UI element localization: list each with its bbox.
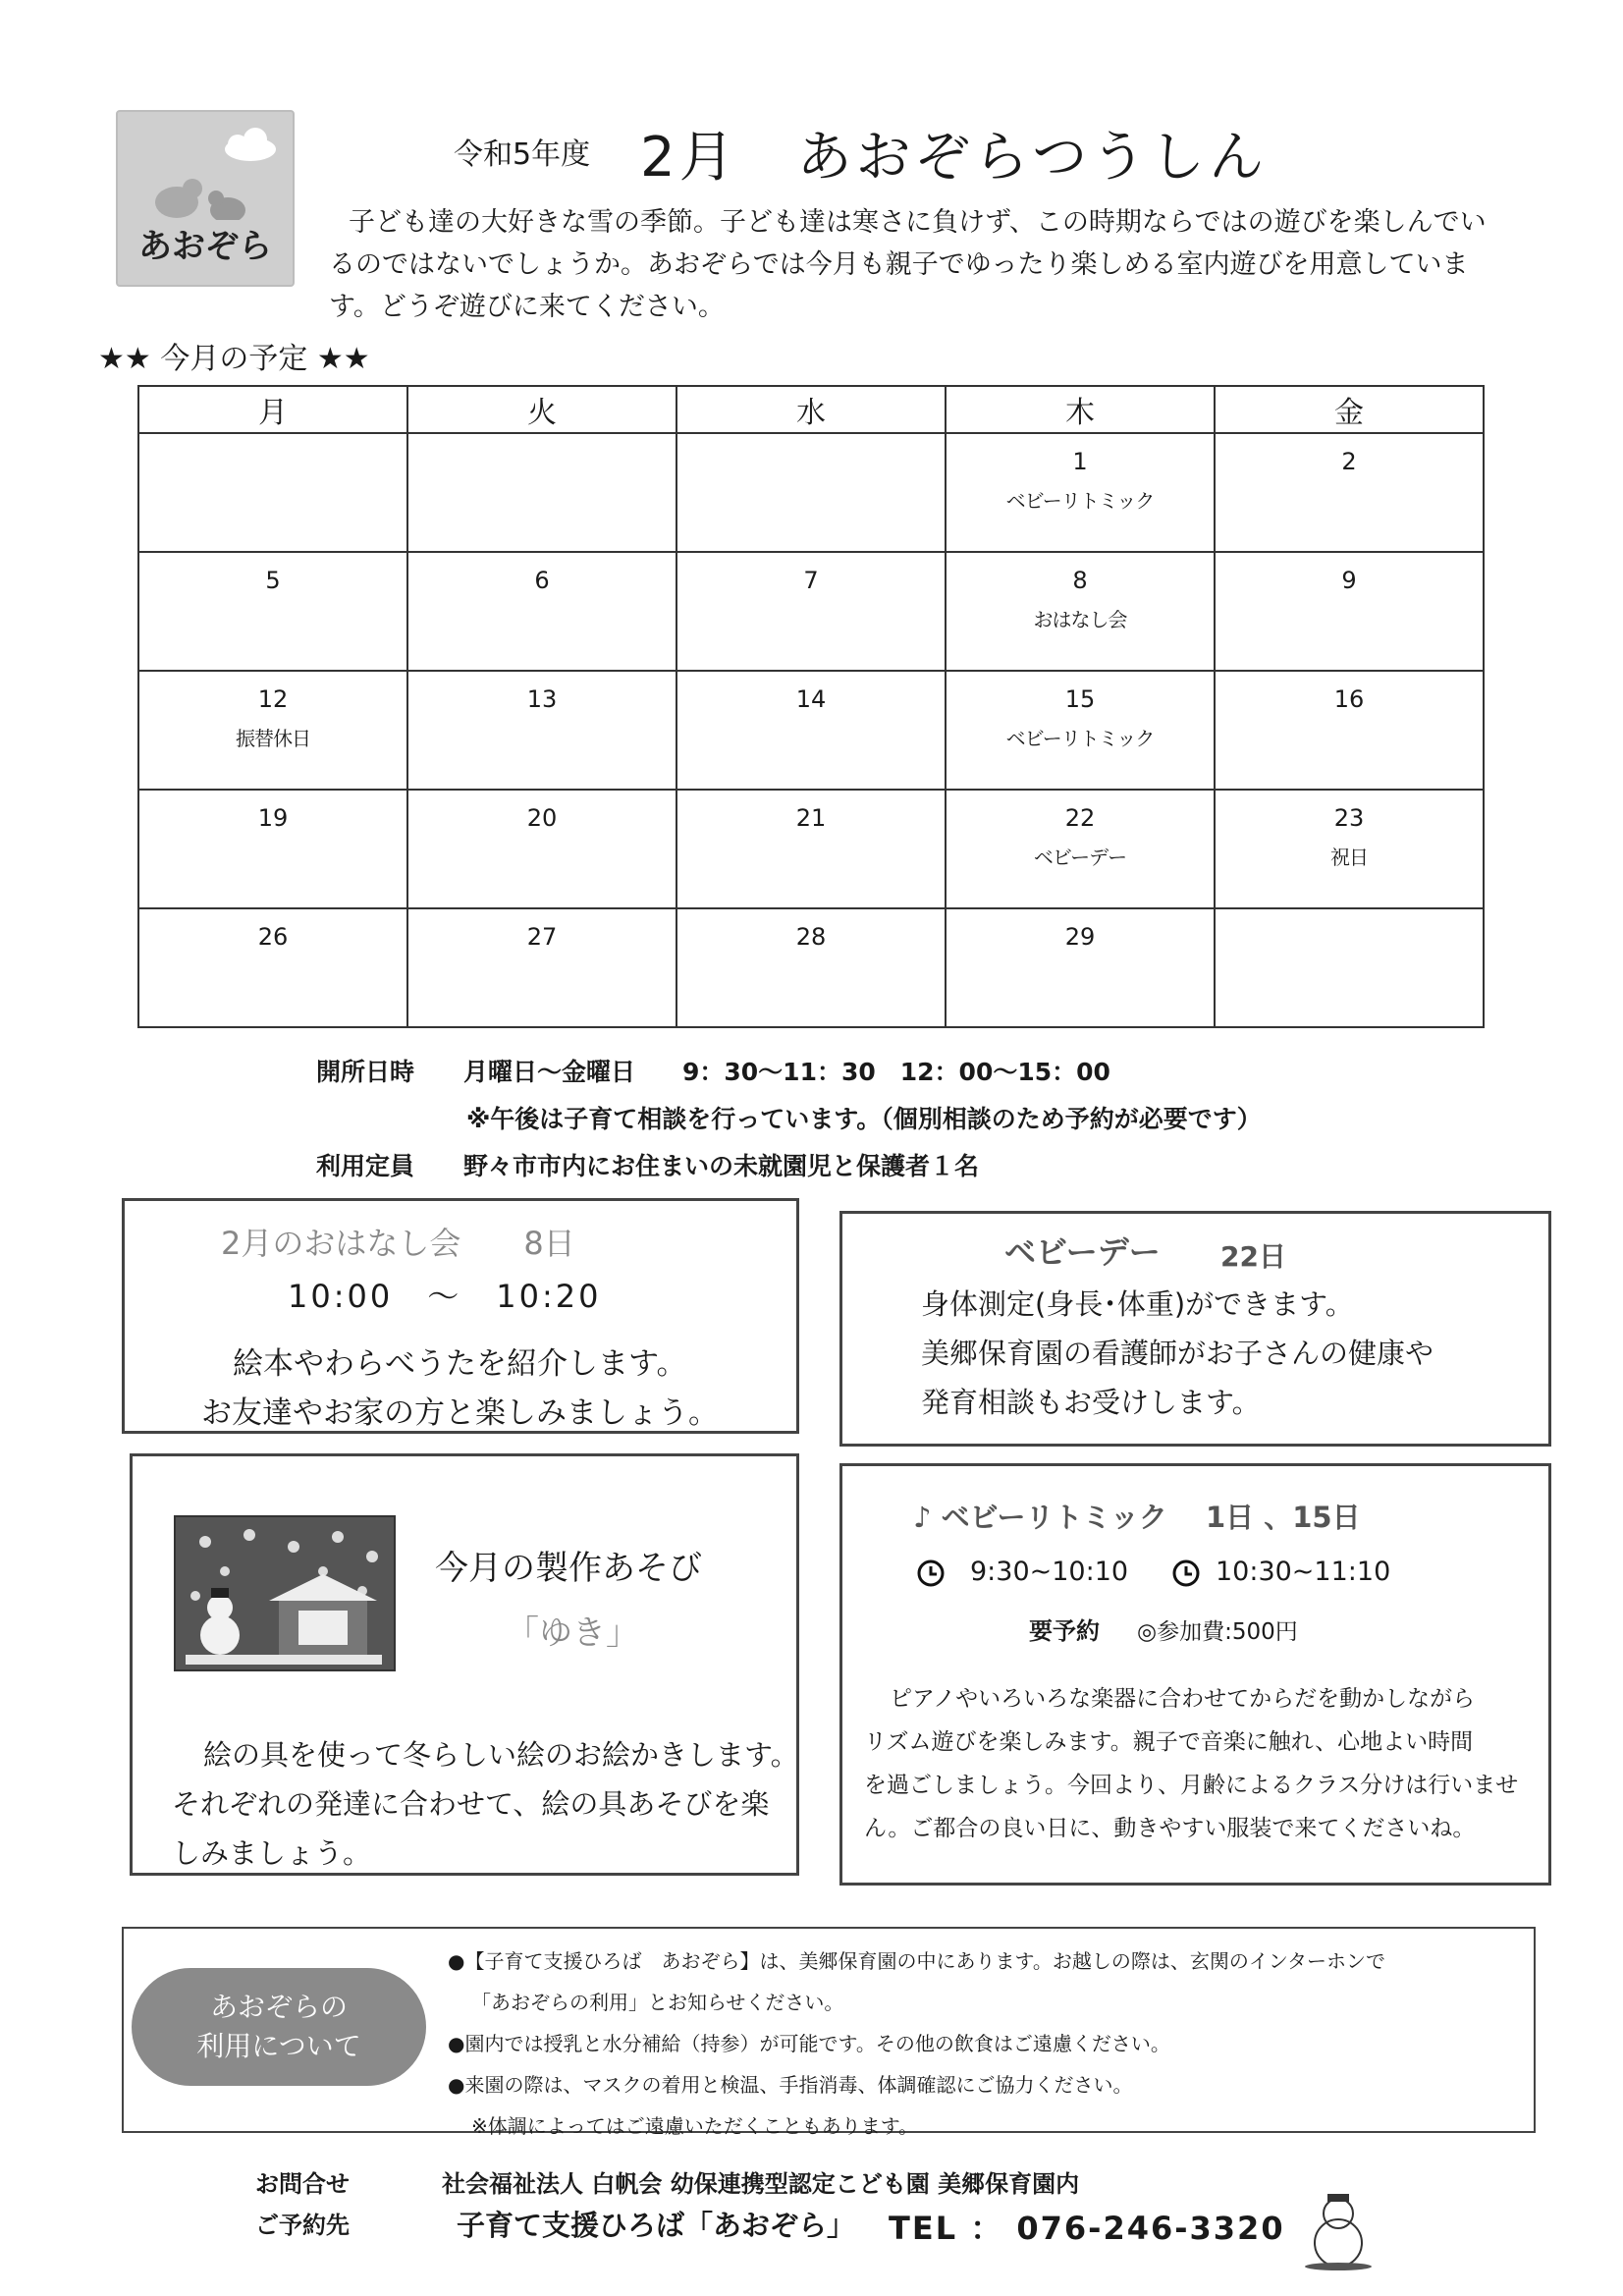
capacity-label: 利用定員 xyxy=(316,1152,415,1180)
calendar-cell xyxy=(676,908,946,1027)
story-title: 2月のおはなし会 8日 xyxy=(221,1225,575,1262)
calendar-date: 14 xyxy=(795,685,827,713)
calendar-date: 27 xyxy=(526,923,558,951)
craft-line-1: 絵の具を使って冬らしい絵のお絵かきします。 xyxy=(203,1738,799,1772)
calendar-cell xyxy=(676,671,946,790)
calendar-week xyxy=(138,908,1484,1027)
rhythm-line-3: を過ごしましょう。今回より、月齢によるクラス分けは行いませ xyxy=(864,1773,1519,1798)
calendar-date: 15 xyxy=(1064,685,1096,713)
telephone: TEL ： 076-246-3320 xyxy=(889,2210,1285,2247)
usage-box xyxy=(122,1927,1536,2138)
craft-line-3: しみましょう。 xyxy=(172,1836,372,1870)
rhythm-line-2: リズム遊びを楽しみます。親子で音楽に触れ、心地よい時間 xyxy=(864,1729,1474,1755)
rhythm-time-1: 9:30~10:10 xyxy=(970,1557,1129,1587)
calendar-header-day: 水 xyxy=(676,386,946,433)
calendar-date: 12 xyxy=(257,685,289,713)
calendar-event: ベビーデー xyxy=(1033,846,1127,869)
calendar-date: 21 xyxy=(795,804,827,832)
story-time: 10:00 ～ 10:20 xyxy=(288,1278,602,1315)
usage-item-3: ●来園の際は、マスクの着用と検温、手指消毒、体調確認にご協力ください。 xyxy=(448,2073,1133,2097)
hours-note: ※午後は子育て相談を行っています。（個別相談のため予約が必要です） xyxy=(466,1105,1262,1133)
rhythm-line-1: ピアノやいろいろな楽器に合わせてからだを動かしながら xyxy=(890,1686,1476,1712)
hours-days: 月曜日～金曜日 xyxy=(463,1058,636,1086)
calendar-week xyxy=(138,671,1484,790)
calendar-cell xyxy=(138,908,407,1027)
calendar-cell xyxy=(1215,671,1484,790)
story-box xyxy=(122,1198,799,1434)
usage-item-1b: 「あおぞらの利用」とお知らせください。 xyxy=(471,1991,844,2014)
calendar-date: 29 xyxy=(1064,923,1096,951)
calendar-date: 1 xyxy=(1072,448,1088,475)
logo-text: あおぞら xyxy=(138,227,272,266)
calendar-cell xyxy=(676,790,946,908)
calendar-cell xyxy=(138,433,407,552)
usage-item-1: ●【子育て支援ひろば あおぞら】は、美郷保育園の中にあります。お越しの際は、玄関のインターホンで xyxy=(448,1949,1386,1973)
craft-photo xyxy=(174,1515,396,1671)
rhythm-time-2: 10:30~11:10 xyxy=(1216,1557,1391,1587)
calendar-event: 振替休日 xyxy=(236,727,310,750)
calendar-week xyxy=(138,552,1484,671)
calendar-date: 8 xyxy=(1072,567,1088,594)
rhythm-reserve: 要予約 xyxy=(1029,1617,1100,1645)
usage-item-2: ●園内では授乳と水分補給（持参）が可能です。その他の飲食はご遠慮ください。 xyxy=(448,2032,1170,2055)
calendar-date: 7 xyxy=(803,567,819,594)
calendar-cell xyxy=(676,552,946,671)
calendar-cell xyxy=(946,552,1215,671)
calendar-cell xyxy=(1215,908,1484,1027)
calendar-header-day: 火 xyxy=(407,386,676,433)
calendar-cell xyxy=(946,433,1215,552)
calendar xyxy=(137,385,1485,1028)
usage-item-4: ※体調によってはご遠慮いただくこともあります。 xyxy=(471,2114,919,2138)
calendar-cell xyxy=(407,908,676,1027)
babyday-box xyxy=(839,1211,1551,1447)
intro-text: 子ども達の大好きな雪の季節。子ども達は寒さに負けず、この時期ならではの遊びを楽しんでいるのではないでしょうか。あおぞらでは今月も親子でゆったり楽しめる室内遊びを用意しています。どうぞ遊びに来てください。 xyxy=(329,207,1487,322)
usage-badge-line-1: あおぞらの xyxy=(209,1991,348,2023)
rhythm-box xyxy=(839,1463,1551,1886)
calendar-week xyxy=(138,433,1484,552)
reserve-label: ご予約先 xyxy=(255,2212,350,2239)
story-line-1: 絵本やわらべうたを紹介します。 xyxy=(233,1346,687,1382)
bird-cloud-icon xyxy=(118,112,293,220)
calendar-header-day: 金 xyxy=(1215,386,1484,433)
babyday-date: 22日 xyxy=(1220,1240,1286,1273)
rhythm-title: ♪ ベビーリトミック 1日 、15日 xyxy=(913,1501,1361,1534)
calendar-cell xyxy=(138,552,407,671)
calendar-cell xyxy=(1215,433,1484,552)
calendar-event: おはなし会 xyxy=(1033,608,1127,631)
calendar-cell xyxy=(138,671,407,790)
craft-title: 今月の製作あそび xyxy=(435,1549,702,1588)
calendar-date: 22 xyxy=(1064,804,1096,832)
craft-subtitle: 「ゆき」 xyxy=(506,1613,639,1653)
calendar-cell xyxy=(946,790,1215,908)
babyday-line-1: 身体測定(身長･体重)ができます。 xyxy=(921,1287,1354,1321)
calendar-event: ベビーリトミック xyxy=(1005,489,1155,513)
calendar-date: 23 xyxy=(1333,804,1365,832)
calendar-cell xyxy=(407,790,676,908)
calendar-cell xyxy=(407,552,676,671)
usage-badge-line-2: 利用について xyxy=(196,2030,361,2062)
babyday-line-2: 美郷保育園の看護師がお子さんの健康や xyxy=(921,1337,1434,1370)
calendar-header-day: 月 xyxy=(138,386,407,433)
calendar-date: 5 xyxy=(265,567,281,594)
rhythm-fee: ◎参加費:500円 xyxy=(1137,1619,1298,1645)
calendar-date: 20 xyxy=(526,804,558,832)
capacity-text: 野々市市内にお住まいの未就園児と保護者１名 xyxy=(463,1152,980,1180)
clock-icon xyxy=(916,1558,946,1588)
calendar-date: 19 xyxy=(257,804,289,832)
aozora-logo xyxy=(116,110,295,287)
calendar-cell xyxy=(1215,790,1484,908)
calendar-cell xyxy=(1215,552,1484,671)
usage-badge xyxy=(132,1968,426,2086)
calendar-date: 6 xyxy=(534,567,550,594)
calendar-cell xyxy=(946,671,1215,790)
babyday-title: ベビーデー xyxy=(1004,1233,1161,1271)
calendar-date: 26 xyxy=(257,923,289,951)
babyday-line-3: 発育相談もお受けします。 xyxy=(921,1386,1261,1419)
snowman-icon xyxy=(1294,2192,1382,2270)
calendar-event: ベビーリトミック xyxy=(1005,727,1155,750)
calendar-cell xyxy=(407,433,676,552)
calendar-date: 28 xyxy=(795,923,827,951)
fiscal-year: 令和5年度 xyxy=(454,137,591,172)
craft-line-2: それぞれの発達に合わせて、絵の具あそびを楽 xyxy=(172,1787,770,1821)
calendar-date: 2 xyxy=(1341,448,1357,475)
hours-label: 開所日時 xyxy=(316,1058,415,1086)
calendar-header-day: 木 xyxy=(946,386,1215,433)
calendar-week xyxy=(138,790,1484,908)
contact-label: お問合せ xyxy=(255,2170,350,2198)
calendar-date: 16 xyxy=(1333,685,1365,713)
calendar-cell xyxy=(676,433,946,552)
calendar-event: 祝日 xyxy=(1330,846,1368,869)
organization: 社会福祉法人 白帆会 幼保連携型認定こども園 美郷保育園内 xyxy=(442,2170,1080,2198)
calendar-cell xyxy=(946,908,1215,1027)
story-line-2: お友達やお家の方と楽しみましょう。 xyxy=(201,1395,719,1431)
center-name: 子育て支援ひろば「あおぞら」 xyxy=(457,2209,856,2242)
calendar-date: 13 xyxy=(526,685,558,713)
craft-box xyxy=(130,1453,799,1876)
hours-times: 9：30～11：30 12：00～15：00 xyxy=(682,1058,1110,1086)
clock-icon xyxy=(1171,1558,1201,1588)
rhythm-line-4: ん。ご都合の良い日に、動きやすい服装で来てくださいね。 xyxy=(864,1816,1476,1841)
calendar-date: 9 xyxy=(1341,567,1357,594)
usage-list xyxy=(448,1941,1385,2147)
calendar-cell xyxy=(138,790,407,908)
snowman-house-icon xyxy=(176,1517,394,1669)
calendar-cell xyxy=(407,671,676,790)
schedule-label: ★★ 今月の予定 ★★ xyxy=(98,342,370,376)
page-title: 2月 あおぞらつうしん xyxy=(640,126,1269,190)
